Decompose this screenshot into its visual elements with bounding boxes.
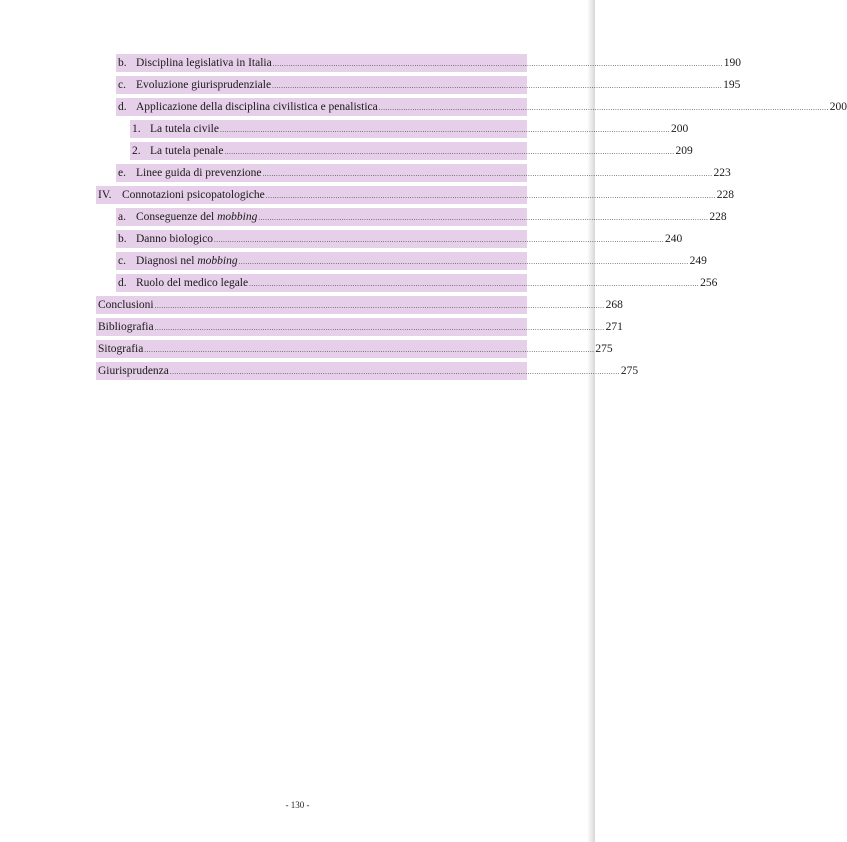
toc-dot-leader: ........................................................................................................................................................................................................	[265, 192, 716, 200]
toc-dot-leader: ........................................................................................................................................................................................................	[219, 126, 670, 134]
toc-entry-title-text: La tutela penale	[150, 145, 224, 157]
toc-entry-page: 190	[723, 57, 741, 69]
toc-entry-title-text: Conclusioni	[98, 299, 154, 311]
toc-entry-title-text: Sitografia	[98, 343, 144, 355]
toc-entry[interactable]	[96, 272, 718, 294]
toc-entry-title-text: La tutela civile	[150, 123, 219, 135]
toc-entry-title-text: Disciplina legislativa in Italia	[136, 57, 272, 69]
toc-entry-number: c.	[118, 255, 126, 267]
toc-entry-page: 249	[689, 255, 707, 267]
toc-entry-title	[136, 277, 248, 289]
toc-dot-leader: ........................................................................................................................................................................................................	[378, 104, 829, 112]
page-number: - 130 -	[285, 800, 310, 810]
toc-entry-title-text: Ruolo del medico legale	[136, 277, 249, 289]
toc-entry-title-text: Evoluzione giurisprudenziale	[136, 79, 272, 91]
toc-entry-title	[136, 211, 257, 223]
toc-entry-page: 275	[595, 343, 613, 355]
toc-entry-page: 275	[620, 365, 639, 377]
toc-entry-page: 223	[713, 167, 731, 179]
toc-dot-leader: ........................................................................................................................................................................................................	[154, 324, 605, 332]
toc-dot-leader: ........................................................................................................................................................................................................	[249, 280, 700, 288]
toc-entry-page: 228	[716, 189, 735, 201]
toc-entry-title	[136, 233, 213, 245]
toc-entry-page: 268	[605, 299, 623, 311]
toc-entry-number: b.	[118, 233, 127, 245]
toc-entry[interactable]	[96, 118, 689, 140]
toc-entry-title-text: Danno biologico	[136, 233, 213, 245]
toc-entry[interactable]	[96, 162, 731, 184]
toc-entry-title	[98, 299, 154, 311]
toc-dot-leader: ........................................................................................................................................................................................................	[272, 82, 723, 90]
toc-entry-page: 200	[829, 101, 847, 113]
toc-entry-title	[136, 57, 272, 69]
toc-entry-page: 228	[709, 211, 727, 223]
toc-entry-title	[136, 255, 238, 267]
toc-entry-title	[136, 101, 378, 113]
toc-entry-number: d.	[118, 277, 127, 289]
toc-entry-number: 1.	[132, 123, 141, 135]
toc-dot-leader: ........................................................................................................................................................................................................	[213, 236, 664, 244]
toc-entry-page: 271	[605, 321, 623, 333]
toc-entry-title	[150, 145, 223, 157]
toc-entry[interactable]	[96, 316, 623, 338]
toc-entry[interactable]	[96, 96, 847, 118]
toc-entry-title-text: Linee guida di prevenzione	[136, 167, 262, 179]
toc-entry-title-italic: mobbing	[217, 211, 258, 223]
toc-entry[interactable]	[96, 294, 623, 316]
toc-entry-page: 256	[700, 277, 718, 289]
table-of-contents	[96, 52, 847, 382]
toc-entry-title-text: Connotazioni psicopatologiche	[122, 189, 265, 201]
toc-dot-leader: ........................................................................................................................................................................................................	[169, 368, 620, 376]
toc-entry[interactable]	[96, 360, 639, 382]
toc-entry-title-text: Diagnosi nel	[136, 255, 198, 267]
toc-dot-leader: ........................................................................................................................................................................................................	[238, 258, 689, 266]
toc-entry-number: e.	[118, 167, 126, 179]
toc-entry-title	[122, 189, 265, 201]
toc-entry[interactable]	[96, 140, 693, 162]
toc-entry[interactable]	[96, 52, 741, 74]
toc-dot-leader: ........................................................................................................................................................................................................	[258, 214, 709, 222]
toc-entry[interactable]	[96, 74, 741, 96]
toc-dot-leader: ........................................................................................................................................................................................................	[144, 346, 595, 354]
toc-entry-number: a.	[118, 211, 126, 223]
toc-entry[interactable]	[96, 184, 735, 206]
toc-entry-page: 240	[664, 233, 683, 245]
toc-entry-page: 200	[670, 123, 689, 135]
toc-entry-number: IV.	[98, 189, 112, 201]
toc-entry-title	[98, 365, 169, 377]
toc-entry-title	[98, 343, 143, 355]
toc-entry[interactable]	[96, 228, 683, 250]
toc-entry-title	[136, 167, 262, 179]
toc-dot-leader: ........................................................................................................................................................................................................	[154, 302, 605, 310]
toc-entry-title	[150, 123, 219, 135]
toc-entry-title-text: Bibliografia	[98, 321, 154, 333]
toc-entry-title-text: Applicazione della disciplina civilistica e penalistica	[136, 101, 378, 113]
toc-dot-leader: ........................................................................................................................................................................................................	[224, 148, 675, 156]
toc-dot-leader: ........................................................................................................................................................................................................	[272, 60, 723, 68]
toc-entry-number: b.	[118, 57, 127, 69]
toc-dot-leader: ........................................................................................................................................................................................................	[262, 170, 713, 178]
toc-entry-title-italic: mobbing	[197, 255, 238, 267]
toc-entry[interactable]	[96, 206, 727, 228]
toc-entry-title	[136, 79, 271, 91]
toc-entry-page: 209	[675, 145, 693, 157]
toc-entry-number: 2.	[132, 145, 141, 157]
toc-entry[interactable]	[96, 250, 707, 272]
toc-entry[interactable]	[96, 338, 613, 360]
toc-entry-title-text: Conseguenze del	[136, 211, 218, 223]
toc-entry-number: c.	[118, 79, 126, 91]
toc-entry-title-text: Giurisprudenza	[98, 365, 169, 377]
toc-entry-number: d.	[118, 101, 127, 113]
toc-entry-page: 195	[723, 79, 741, 91]
toc-entry-title	[98, 321, 154, 333]
